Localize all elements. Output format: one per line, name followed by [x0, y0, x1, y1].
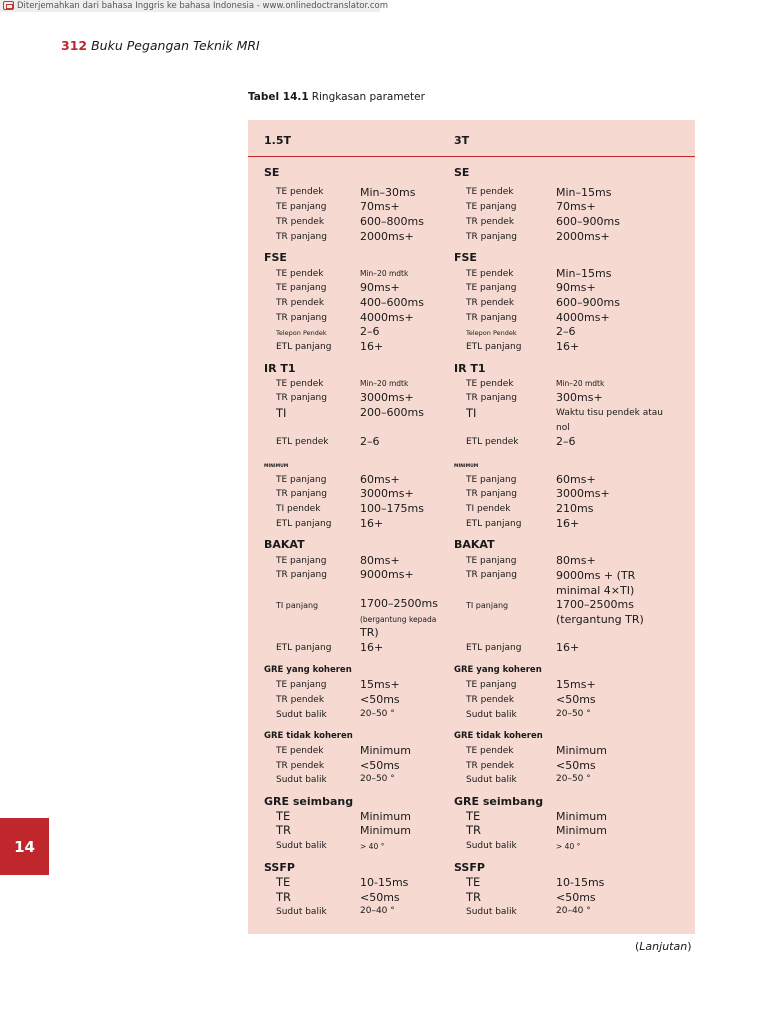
param-value: Min–15ms	[556, 267, 612, 280]
param-value: 10-15ms	[360, 876, 409, 889]
param-value: 20–40 °	[360, 906, 395, 916]
section-title: SSFP	[454, 861, 485, 874]
param-label: TR pendek	[466, 761, 515, 771]
param-value: 2–6	[360, 435, 380, 448]
param-value: Minimum	[360, 744, 411, 757]
param-value: 210ms	[556, 502, 594, 515]
param-label: TR panjang	[276, 232, 327, 242]
param-label: TR panjang	[276, 489, 327, 499]
param-value: 3000ms+	[360, 391, 414, 404]
param-label: TI pendek	[466, 504, 511, 514]
param-label: ETL pendek	[276, 437, 329, 447]
param-label: TR panjang	[276, 570, 327, 580]
param-value: Minimum	[360, 824, 411, 837]
param-label: TR pendek	[466, 217, 515, 227]
param-label: TR panjang	[466, 232, 517, 242]
param-value: 16+	[556, 641, 580, 654]
param-value: 16+	[360, 517, 384, 530]
section-title: MINIMUM	[264, 464, 289, 469]
continued-close: )	[687, 940, 692, 953]
param-value: 60ms+	[556, 473, 596, 486]
param-value: <50ms	[556, 759, 596, 772]
chapter-number: 14	[14, 837, 35, 856]
param-value: 600–900ms	[556, 215, 620, 228]
column-header-3t: 3T	[454, 134, 470, 147]
param-value: Min–30ms	[360, 186, 416, 199]
param-label: Sudut balik	[466, 710, 517, 720]
param-value: 2000ms+	[360, 230, 414, 243]
param-value: 2–6	[556, 325, 576, 338]
param-value: 90ms+	[556, 281, 596, 294]
param-label: Telepon Pendek	[276, 329, 327, 337]
param-value: 70ms+	[556, 200, 596, 213]
param-value: Minimum	[556, 810, 607, 823]
param-label: TE panjang	[276, 556, 327, 566]
parameter-table	[248, 120, 695, 934]
param-value: 70ms+	[360, 200, 400, 213]
param-label: TR	[276, 890, 292, 904]
param-value: 16+	[556, 517, 580, 530]
param-label: TE pendek	[276, 187, 324, 197]
section-title: GRE seimbang	[454, 795, 544, 808]
param-value: Min–20 mdtk	[360, 269, 409, 278]
param-label: TI	[276, 406, 287, 420]
param-label: TR pendek	[276, 761, 325, 771]
chapter-tab	[0, 818, 49, 875]
param-label: TR panjang	[466, 489, 517, 499]
param-label: TE panjang	[466, 283, 517, 293]
table-caption	[248, 91, 425, 103]
param-value: 4000ms+	[556, 311, 610, 324]
param-label: TE	[276, 809, 291, 823]
param-label: ETL panjang	[466, 519, 522, 529]
param-label: ETL panjang	[466, 643, 522, 653]
param-label: ETL panjang	[466, 342, 522, 352]
param-label: TE panjang	[276, 202, 327, 212]
param-label: TE panjang	[466, 680, 517, 690]
param-label: TR	[466, 823, 482, 837]
param-label: TI panjang	[466, 601, 509, 610]
continued-note	[635, 940, 692, 953]
param-label: TR panjang	[276, 313, 327, 323]
section-title: BAKAT	[264, 538, 305, 551]
param-label: TR panjang	[466, 570, 517, 580]
section-title: SE	[264, 166, 280, 179]
param-label: TR pendek	[466, 298, 515, 308]
param-label: TR pendek	[276, 298, 325, 308]
param-value: 15ms+	[360, 678, 400, 691]
param-label: TE pendek	[466, 187, 514, 197]
param-value: Minimum	[556, 824, 607, 837]
translator-banner[interactable]	[0, 0, 389, 12]
param-label: ETL panjang	[276, 643, 332, 653]
param-label: TR pendek	[276, 695, 325, 705]
param-label: Sudut balik	[276, 841, 327, 851]
section-title: BAKAT	[454, 538, 495, 551]
param-label: TE pendek	[466, 746, 514, 756]
section-title: FSE	[454, 251, 477, 264]
param-value: 2–6	[360, 325, 380, 338]
document-icon	[3, 1, 14, 10]
param-value: <50ms	[360, 891, 400, 904]
param-value: 2000ms+	[556, 230, 610, 243]
param-value: 600–800ms	[360, 215, 424, 228]
param-label: Sudut balik	[276, 710, 327, 720]
param-label: ETL panjang	[276, 519, 332, 529]
param-value: 60ms+	[360, 473, 400, 486]
param-label: TI pendek	[276, 504, 321, 514]
param-value: Minimum	[360, 810, 411, 823]
param-value: Waktu tisu pendek atau nol	[556, 408, 663, 433]
running-header	[61, 38, 260, 53]
param-value: 15ms+	[556, 678, 596, 691]
param-value: 1700–2500ms (tergantung TR)	[556, 598, 644, 626]
param-value: 600–900ms	[556, 296, 620, 309]
param-value: 400–600ms	[360, 296, 424, 309]
param-label: TR panjang	[466, 313, 517, 323]
param-value: 80ms+	[556, 554, 596, 567]
section-title: GRE seimbang	[264, 795, 354, 808]
param-value: 100–175ms	[360, 502, 424, 515]
section-title: IR T1	[264, 362, 296, 375]
param-label: TR	[276, 823, 292, 837]
param-value: <50ms	[556, 693, 596, 706]
header-rule	[248, 156, 695, 157]
param-value: 20–50 °	[360, 709, 395, 719]
section-title: SSFP	[264, 861, 295, 874]
param-label: Sudut balik	[466, 775, 517, 785]
param-label: Sudut balik	[466, 907, 517, 917]
param-label: Sudut balik	[466, 841, 517, 851]
param-value: <50ms	[556, 891, 596, 904]
param-value: 200–600ms	[360, 406, 424, 419]
param-label: TE panjang	[466, 556, 517, 566]
column-header-1-5t: 1.5T	[264, 134, 291, 147]
param-value: 4000ms+	[360, 311, 414, 324]
param-value: > 40 °	[360, 842, 385, 851]
section-title: IR T1	[454, 362, 486, 375]
param-label: TE panjang	[276, 680, 327, 690]
section-title: GRE yang koheren	[454, 665, 542, 675]
param-value: 20–50 °	[360, 774, 395, 784]
param-value: 90ms+	[360, 281, 400, 294]
param-value: 9000ms+	[360, 568, 414, 581]
param-label: TI panjang	[276, 601, 319, 610]
param-value: 20–50 °	[556, 709, 591, 719]
table-caption-label: Tabel 14.1	[248, 91, 309, 103]
param-label: Sudut balik	[276, 907, 327, 917]
page-number: 312	[61, 38, 88, 53]
section-title: GRE yang koheren	[264, 665, 352, 675]
param-label: TE pendek	[276, 746, 324, 756]
param-value: 9000ms + (TR minimal 4×TI)	[556, 569, 636, 597]
param-value: 10-15ms	[556, 876, 605, 889]
param-value: 300ms+	[556, 391, 603, 404]
continued-text: Lanjutan	[639, 940, 688, 953]
param-value: 1700–2500ms	[360, 597, 438, 610]
param-label: TE pendek	[276, 379, 324, 389]
param-value: Minimum	[556, 744, 607, 757]
param-value: Min–20 mdtk	[556, 379, 605, 388]
param-value: 2–6	[556, 435, 576, 448]
banner-text[interactable]: Diterjemahkan dari bahasa Inggris ke bahasa Indonesia - www.onlinedoctranslator.com	[17, 1, 389, 11]
section-title: SE	[454, 166, 470, 179]
section-title: MINIMUM	[454, 464, 479, 469]
param-label: TR pendek	[466, 695, 515, 705]
param-label: TE pendek	[276, 269, 324, 279]
param-label: TE pendek	[466, 379, 514, 389]
param-value: 20–40 °	[556, 906, 591, 916]
param-label: TE	[466, 809, 481, 823]
param-value: <50ms	[360, 693, 400, 706]
param-value: > 40 °	[556, 842, 581, 851]
param-label: ETL pendek	[466, 437, 519, 447]
param-label: TE	[466, 875, 481, 889]
param-label: TR pendek	[276, 217, 325, 227]
param-label: Telepon Pendek	[466, 329, 517, 337]
param-value: 3000ms+	[556, 487, 610, 500]
param-label: TR panjang	[276, 393, 327, 403]
param-value: <50ms	[360, 759, 400, 772]
param-label: TE panjang	[276, 283, 327, 293]
param-value: 16+	[556, 340, 580, 353]
param-label: Sudut balik	[276, 775, 327, 785]
param-value: 20–50 °	[556, 774, 591, 784]
param-label: TI	[466, 406, 477, 420]
param-label: TE panjang	[466, 475, 517, 485]
param-label: ETL panjang	[276, 342, 332, 352]
param-value-note: (bergantung kepada	[360, 615, 437, 624]
param-value: 16+	[360, 340, 384, 353]
param-label: TE panjang	[276, 475, 327, 485]
param-value: 3000ms+	[360, 487, 414, 500]
param-value: 80ms+	[360, 554, 400, 567]
section-title: GRE tidak koheren	[454, 731, 543, 741]
table-caption-title: Ringkasan parameter	[311, 91, 425, 103]
section-title: GRE tidak koheren	[264, 731, 353, 741]
param-value: Min–20 mdtk	[360, 379, 409, 388]
param-label: TE panjang	[466, 202, 517, 212]
param-label: TE pendek	[466, 269, 514, 279]
param-value: 16+	[360, 641, 384, 654]
param-value-note: TR)	[360, 626, 379, 639]
param-label: TR panjang	[466, 393, 517, 403]
continued-open: (	[635, 940, 640, 953]
section-title: FSE	[264, 251, 287, 264]
param-value: Min–15ms	[556, 186, 612, 199]
param-label: TE	[276, 875, 291, 889]
param-label: TR	[466, 890, 482, 904]
book-title: Buku Pegangan Teknik MRI	[91, 38, 260, 53]
